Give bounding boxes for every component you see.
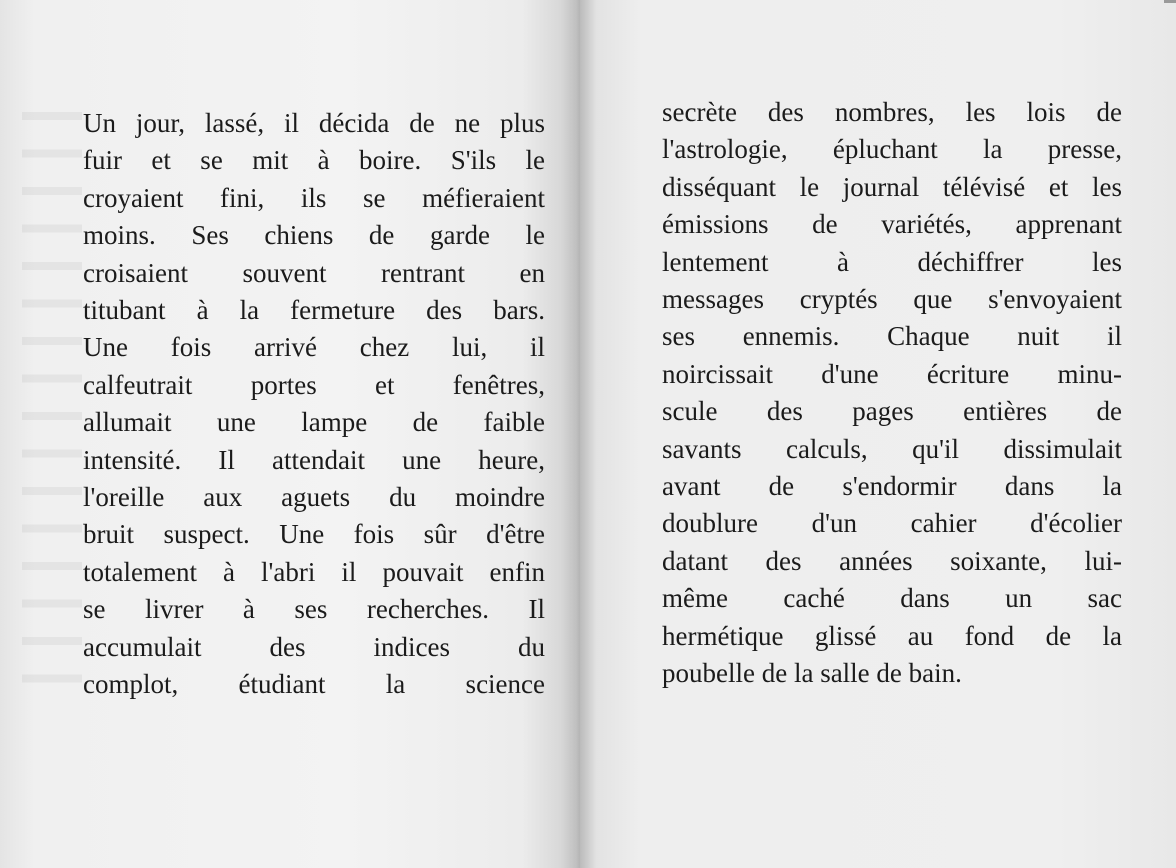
text-line: croyaient fini, ils se méfieraient	[83, 182, 545, 213]
text-line: poubelle de la salle de bain.	[662, 658, 962, 689]
text-line: accumulait des indices du	[83, 631, 545, 662]
text-line: titubant à la fermeture des bars.	[83, 295, 545, 326]
left-page	[0, 0, 580, 868]
page-top-edge	[1164, 0, 1176, 3]
text-line: totalement à l'abri il pouvait enfin	[83, 556, 545, 587]
text-line: ses ennemis. Chaque nuit il	[662, 321, 1122, 352]
text-line: moins. Ses chiens de garde le	[83, 220, 545, 251]
text-line: hermétique glissé au fond de la	[662, 620, 1122, 651]
text-line: bruit suspect. Une fois sûr d'être	[83, 519, 545, 550]
text-line: se livrer à ses recherches. Il	[83, 594, 545, 625]
text-line: secrète des nombres, les lois de	[662, 97, 1122, 127]
text-line: doublure d'un cahier d'écolier	[662, 508, 1122, 539]
text-line: croisaient souvent rentrant en	[83, 257, 545, 288]
text-line: émissions de variétés, apprenant	[662, 209, 1122, 240]
show-through-text	[22, 90, 82, 710]
text-line: datant des années soixante, lui-	[662, 545, 1122, 576]
text-line: lentement à déchiffrer les	[662, 246, 1122, 277]
text-line: allumait une lampe de faible	[83, 407, 545, 438]
right-page-text	[662, 94, 1122, 693]
text-line: scule des pages entières de	[662, 396, 1122, 427]
text-line: calfeutrait portes et fenêtres,	[83, 369, 545, 400]
text-line: fuir et se mit à boire. S'ils le	[83, 145, 545, 176]
text-line: même caché dans un sac	[662, 583, 1122, 614]
text-line: savants calculs, qu'il dissimulait	[662, 433, 1122, 464]
text-line: complot, étudiant la science	[83, 669, 545, 700]
text-line: avant de s'endormir dans la	[662, 471, 1122, 502]
text-line: messages cryptés que s'envoyaient	[662, 284, 1122, 315]
text-line: Une fois arrivé chez lui, il	[83, 332, 545, 363]
text-line: Un jour, lassé, il décida de ne plus	[83, 108, 545, 138]
text-line: l'oreille aux aguets du moindre	[83, 482, 545, 513]
text-line: noircissait d'une écriture minu-	[662, 358, 1122, 389]
text-line: disséquant le journal télévisé et les	[662, 171, 1122, 202]
right-page	[580, 0, 1176, 868]
left-page-text	[83, 105, 545, 704]
text-line: intensité. Il attendait une heure,	[83, 444, 545, 475]
text-line: l'astrologie, épluchant la presse,	[662, 134, 1122, 165]
